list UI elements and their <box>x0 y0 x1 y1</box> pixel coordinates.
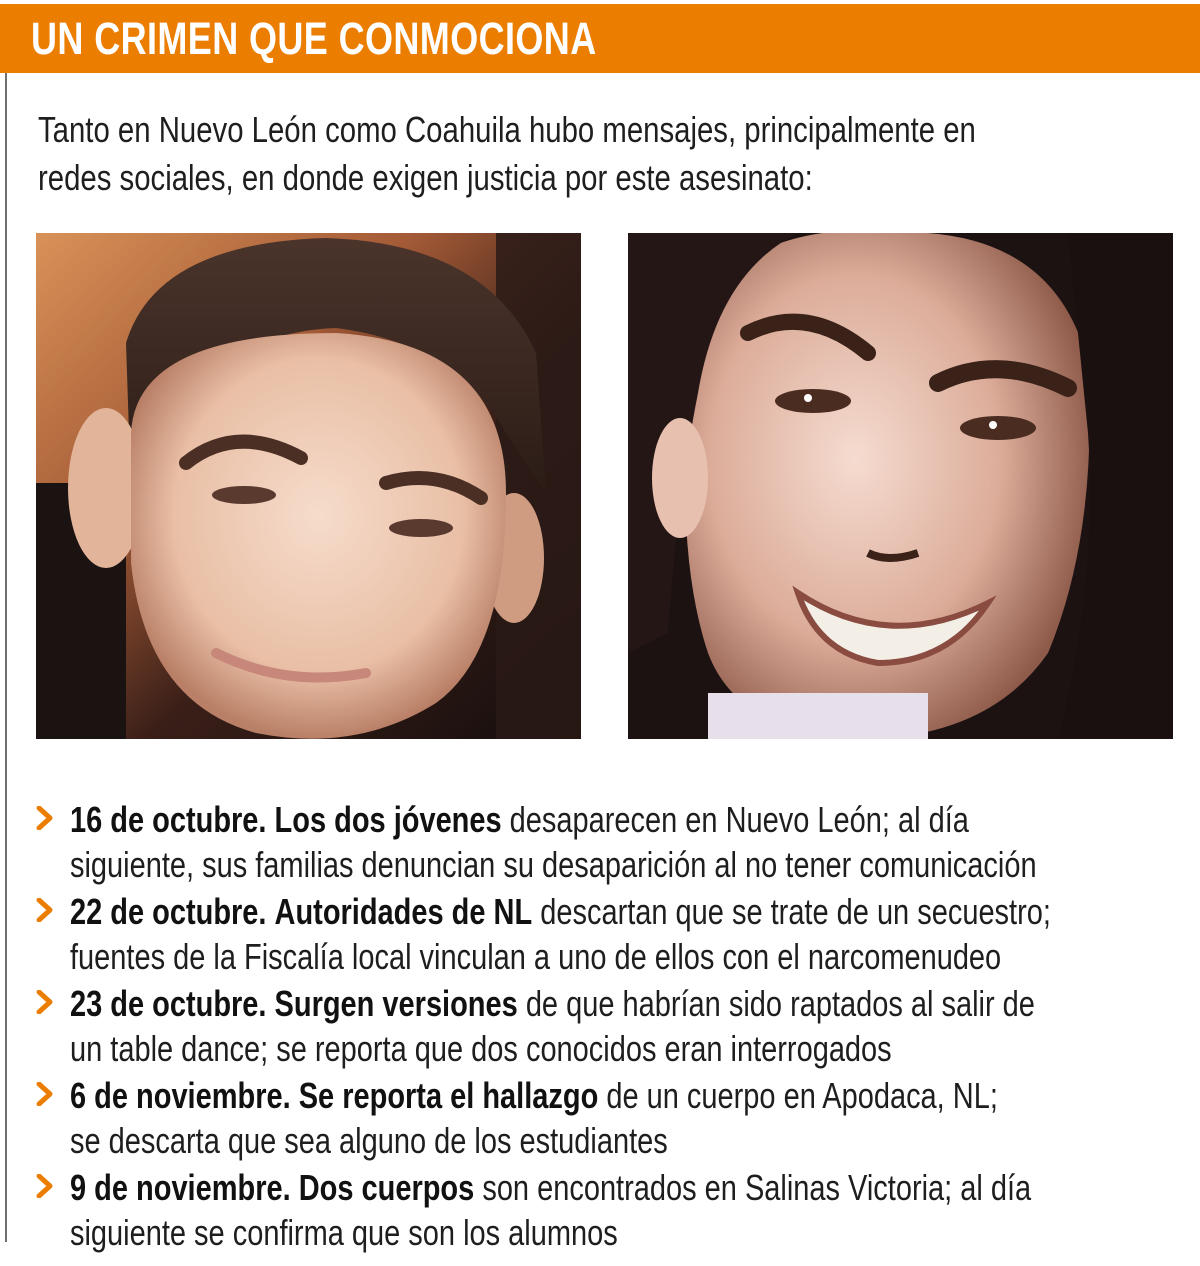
event-description-continued: fuentes de la Fiscalía local vinculan a uno de ellos con el narcomenudeo <box>70 936 1002 977</box>
portrait-image <box>628 233 1173 739</box>
timeline-event <box>36 981 1200 1073</box>
event-headline: Se reporta el hallazgo <box>298 1075 599 1116</box>
event-date: 16 de octubre. <box>70 799 267 840</box>
event-description-continued: un table dance; se reporta que dos conocidos eran interrogados <box>70 1028 892 1069</box>
intro-line: Tanto en Nuevo León como Coahuila hubo mensajes, principalmente en <box>38 109 976 150</box>
event-headline: Autoridades de NL <box>274 891 533 932</box>
event-text <box>70 1073 1197 1163</box>
timeline-list <box>36 797 1200 1257</box>
event-description-continued: siguiente se confirma que son los alumnos <box>70 1212 618 1253</box>
header-bar <box>0 4 1200 73</box>
event-date: 22 de octubre. <box>70 891 267 932</box>
event-headline: Los dos jóvenes <box>274 799 502 840</box>
photo-victim-2 <box>628 233 1173 739</box>
event-date: 9 de noviembre. <box>70 1167 291 1208</box>
event-date: 23 de octubre. <box>70 983 267 1024</box>
event-description: descartan que se trate de un secuestro; <box>540 891 1051 932</box>
event-text <box>70 797 1197 887</box>
event-text <box>70 981 1197 1071</box>
event-description: son encontrados en Salinas Victoria; al día <box>482 1167 1032 1208</box>
event-headline: Dos cuerpos <box>298 1167 475 1208</box>
left-border-rule <box>5 4 7 1242</box>
event-headline: Surgen versiones <box>274 983 518 1024</box>
timeline-event <box>36 797 1200 889</box>
chevron-right-icon <box>36 1082 54 1106</box>
chevron-right-icon <box>36 898 54 922</box>
intro-paragraph <box>38 106 1179 202</box>
event-description-continued: se descarta que sea alguno de los estudiantes <box>70 1120 668 1161</box>
timeline-event <box>36 1073 1200 1165</box>
event-description: de un cuerpo en Apodaca, NL; <box>606 1075 998 1116</box>
event-description: de que habrían sido raptados al salir de <box>525 983 1035 1024</box>
chevron-right-icon <box>36 990 54 1014</box>
chevron-right-icon <box>36 1174 54 1198</box>
event-text <box>70 889 1197 979</box>
page-title: UN CRIMEN QUE CONMOCIONA <box>31 13 597 64</box>
intro-line: redes sociales, en donde exigen justicia por este asesinato: <box>38 157 813 198</box>
event-date: 6 de noviembre. <box>70 1075 291 1116</box>
chevron-right-icon <box>36 806 54 830</box>
photo-victim-1 <box>36 233 581 739</box>
event-text <box>70 1165 1197 1255</box>
event-description: desaparecen en Nuevo León; al día <box>509 799 969 840</box>
portrait-image <box>36 233 581 739</box>
timeline-event <box>36 1165 1200 1257</box>
event-description-continued: siguiente, sus familias denuncian su desaparición al no tener comunicación <box>70 844 1037 885</box>
timeline-event <box>36 889 1200 981</box>
